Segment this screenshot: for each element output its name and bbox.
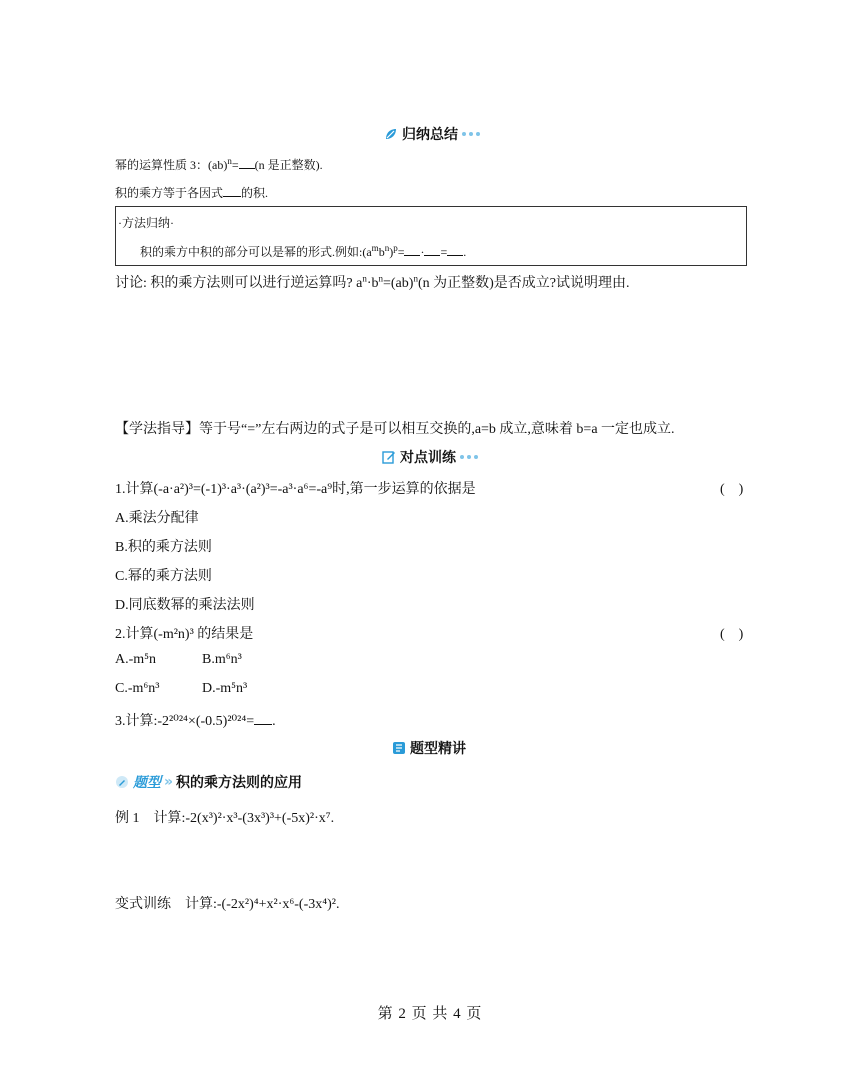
example1: 例 1 计算:-2(x³)²·x³-(3x³)³+(-5x)²·x⁷. <box>115 811 335 826</box>
q1-option-b: B.积的乘方法则 <box>115 540 212 555</box>
type-title: 题型精讲 <box>410 741 466 757</box>
pencil-circle-icon <box>115 775 129 789</box>
product-power-line: 积的乘方等于各因式 的积. <box>115 186 269 200</box>
q2-option-d: D.-m⁵n³ <box>202 681 248 696</box>
method-box <box>115 206 747 266</box>
dots-decoration <box>460 455 478 459</box>
method-title: ·方法归纳· <box>118 216 174 230</box>
discussion-text: 讨论: 积的乘方法则可以进行逆运算吗? $a^n\cdot b^n=(ab)^n(n$ 为正整数)是否成立?试说明理由. <box>115 273 630 291</box>
leaf-icon <box>384 127 398 141</box>
type-header <box>392 738 466 758</box>
q2-option-b: B.m⁶n³ <box>202 652 242 667</box>
q1-option-c: C.幂的乘方法则 <box>115 569 212 584</box>
answer-blank <box>223 184 241 197</box>
study-guide: 【学法指导】等于号“=”左右两边的式子是可以相互交换的,a=b 成立,意味着 b=a 一定也成立. <box>115 422 675 437</box>
type-badge-row <box>115 772 302 792</box>
answer-blank <box>447 243 463 256</box>
q3-line: 3.计算:-2²⁰²⁴×(-0.5)²⁰²⁴= . <box>115 714 276 729</box>
variant-exercise: 变式训练 计算:-(-2x²)⁴+x²·x⁶-(-3x⁴)². <box>115 897 340 912</box>
answer-blank <box>254 712 272 725</box>
chevron-right-icon: » <box>164 774 174 790</box>
q1-option-d: D.同底数幂的乘法法则 <box>115 598 255 613</box>
q2-option-a: A.-m⁵n <box>115 652 157 667</box>
answer-blank <box>424 243 440 256</box>
method-example: 积的乘方中积的部分可以是幂的形式.例如$:(a^mb^n)^p=$ · = . <box>140 243 467 259</box>
summary-title: 归纳总结 <box>402 127 458 143</box>
answer-blank <box>239 156 255 169</box>
q2-option-c: C.-m⁶n³ <box>115 681 160 696</box>
q2-stem: 2.计算(-m²n)³ 的结果是 <box>115 627 254 642</box>
property3-line: 幂的运算性质 3：(ab)$^n$= (n 是正整数). <box>115 156 323 172</box>
summary-header <box>384 124 480 144</box>
type-badge-label: 题型 <box>133 775 161 791</box>
q1-option-a: A.乘法分配律 <box>115 511 199 526</box>
book-icon <box>392 741 406 755</box>
type-topic: 积的乘方法则的应用 <box>176 775 303 791</box>
practice-title: 对点训练 <box>400 450 456 466</box>
page-footer: 第 2 页 共 4 页 <box>377 1006 483 1022</box>
practice-header <box>382 447 478 467</box>
q1-stem: 1.计算(-a·a²)³=(-1)³·a³·(a²)³=-a³·a⁶=-a⁹时,第一步运算的依据是 <box>115 482 476 497</box>
edit-icon <box>382 450 396 464</box>
q1-answer-paren: ( ) <box>720 482 744 497</box>
answer-blank <box>404 243 420 256</box>
q2-answer-paren: ( ) <box>720 627 744 642</box>
dots-decoration <box>462 132 480 136</box>
